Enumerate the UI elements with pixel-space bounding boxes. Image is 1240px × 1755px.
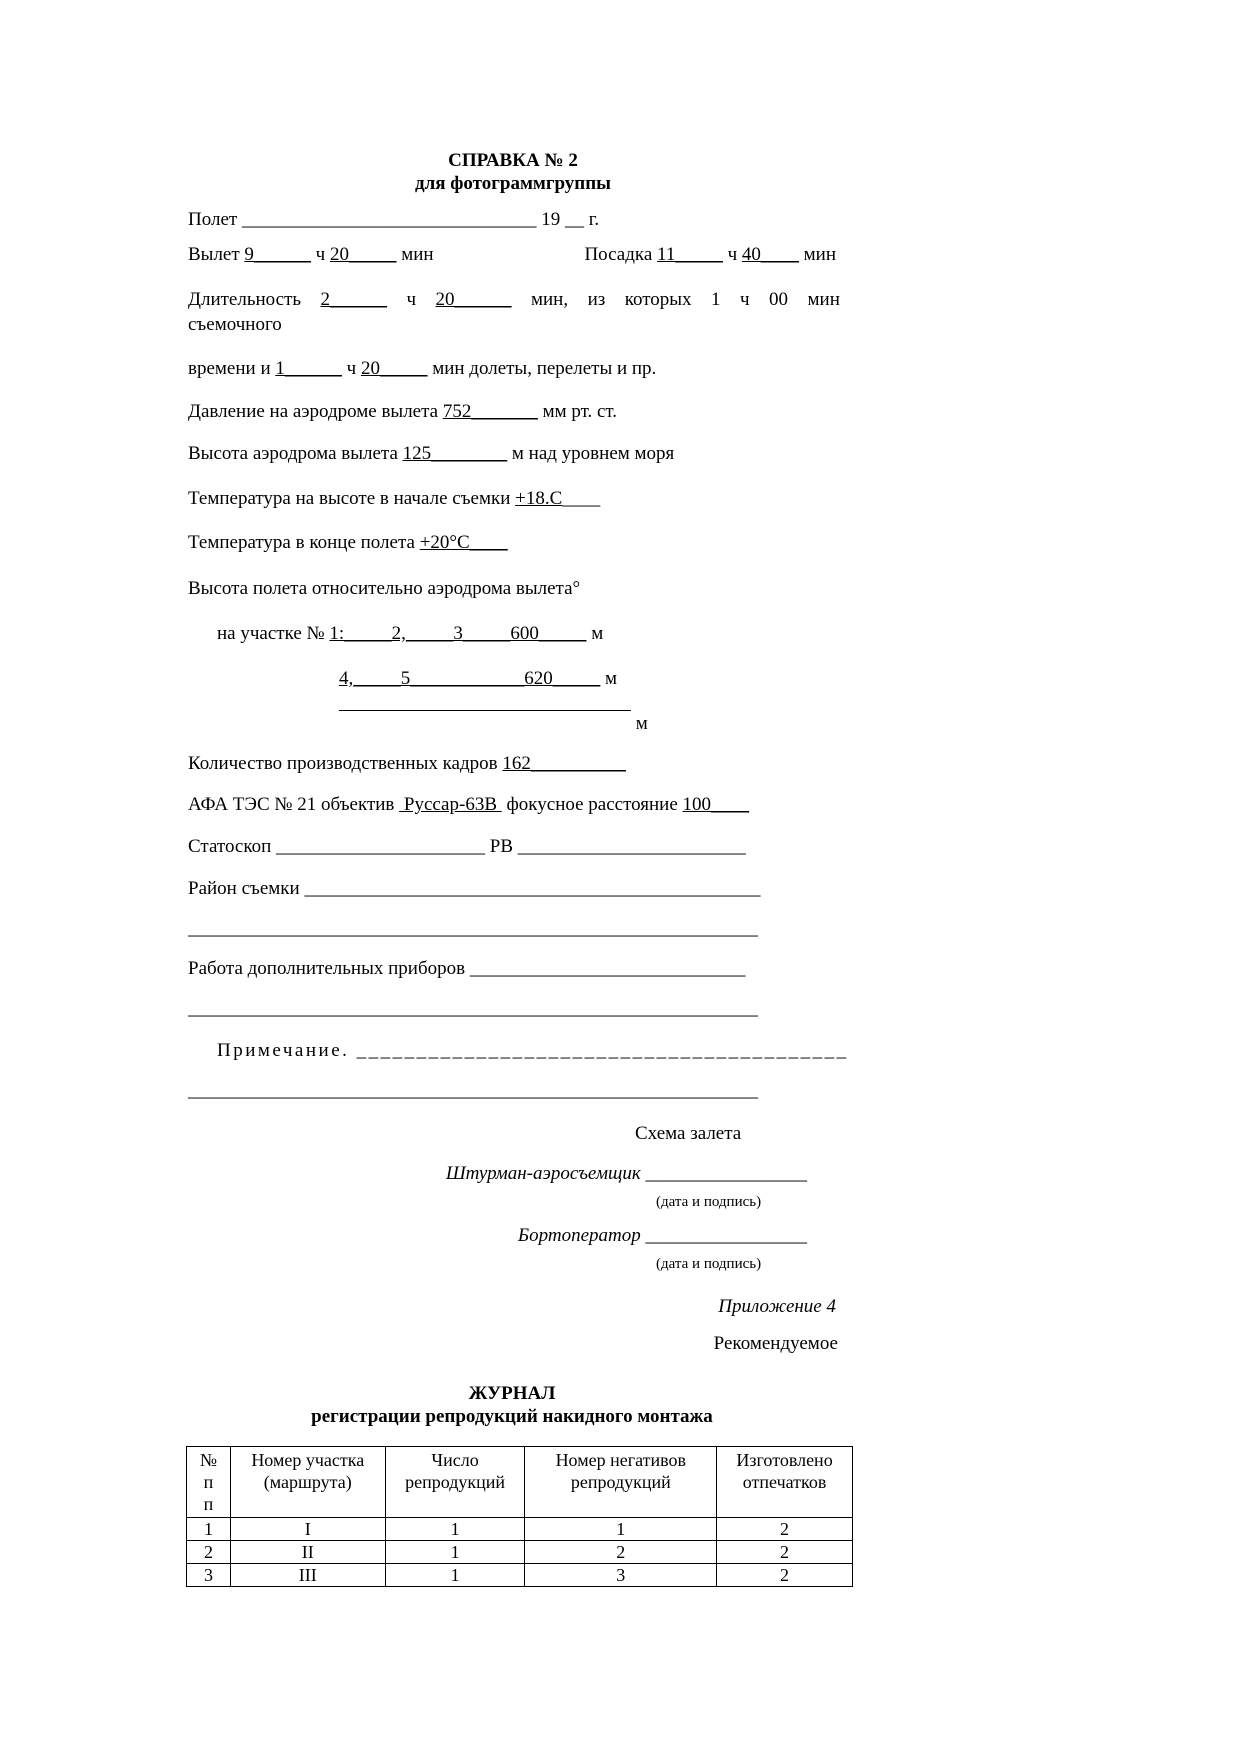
flight-line: Полет _______________________________ 19 __ г.	[188, 209, 600, 230]
table-cell: 1	[385, 1564, 525, 1587]
landing-minutes: 40____	[741, 244, 799, 265]
table-cell: 1	[187, 1518, 231, 1541]
blank-line-3: ____________________________________________________________	[188, 1080, 758, 1101]
header-prints: Изготовлено отпечатков	[717, 1447, 853, 1518]
table-cell: 2	[717, 1564, 853, 1587]
departure-minutes: 20_____	[329, 244, 397, 265]
table-cell: 2	[187, 1541, 231, 1564]
time-line: времени и 1______ ч 20_____ мин долеты, перелеты и пр.	[188, 358, 657, 379]
section-row-3-line	[339, 710, 631, 711]
table-cell: 1	[385, 1541, 525, 1564]
table-cell: 2	[525, 1541, 717, 1564]
landing-hours: 11_____	[657, 244, 723, 265]
journal-table	[186, 1446, 853, 1587]
journal-header-row	[187, 1447, 853, 1518]
duration-hours: 2______	[320, 289, 388, 310]
section-row-1: на участке № 1:_____2,_____3_____600_____ м	[217, 623, 604, 644]
table-cell: II	[230, 1541, 385, 1564]
header-negatives: Номер негативов репродукций	[525, 1447, 717, 1518]
table-cell: 2	[717, 1541, 853, 1564]
table-cell: 1	[385, 1518, 525, 1541]
journal-title: ЖУРНАЛ	[468, 1383, 556, 1404]
blank-line-2: ____________________________________________________________	[188, 998, 758, 1019]
appendix-status: Рекомендуемое	[713, 1333, 838, 1354]
landing-line: Посадка 11_____ ч 40____ мин	[584, 244, 836, 265]
pressure-value: 752_______	[442, 401, 538, 422]
temp-end-line: Температура в конце полета +20°С____	[188, 532, 508, 553]
table-row	[187, 1564, 853, 1587]
flight-height-line: Высота полета относительно аэродрома вылета°	[188, 578, 581, 599]
frames-value: 162__________	[502, 753, 626, 774]
blank-line-1: ____________________________________________________________	[188, 918, 758, 939]
temp-start-line: Температура на высоте в начале съемки +18.С____	[188, 488, 601, 509]
table-row	[187, 1518, 853, 1541]
table-cell: 1	[525, 1518, 717, 1541]
header-section: Номер участка (маршрута)	[230, 1447, 385, 1518]
statoscope-line: Статоскоп ______________________ РВ ________________________	[188, 836, 746, 857]
table-cell: 3	[187, 1564, 231, 1587]
extra-devices-line: Работа дополнительных приборов _____________________________	[188, 958, 746, 979]
navigator-line: Штурман-аэросъемщик _________________	[445, 1163, 807, 1184]
altitude-value: 125________	[402, 443, 508, 464]
table-cell: 2	[717, 1518, 853, 1541]
duration-minutes: 20______	[435, 289, 512, 310]
section-row-3-unit: м	[631, 713, 648, 734]
duration-wrap: съемочного	[188, 314, 282, 335]
operator-line: Бортоператор _________________	[517, 1225, 807, 1246]
focal-value: 100____	[682, 794, 750, 815]
journal-subtitle: регистрации репродукций накидного монтажа	[311, 1406, 713, 1427]
appendix-label: Приложение 4	[718, 1296, 836, 1317]
temp-start-value: +18.С	[515, 488, 563, 509]
scheme-label: Схема залета	[635, 1123, 742, 1144]
frames-line: Количество производственных кадров 162__________	[188, 753, 626, 774]
note-line: Примечание. _________________________________________	[217, 1040, 849, 1061]
temp-end-value: +20°С____	[419, 532, 508, 553]
altitude-line: Высота аэродрома вылета 125________ м над уровнем моря	[188, 443, 675, 464]
departure-hours: 9______	[244, 244, 311, 265]
section-row-2: 4,_____5____________620_____ м	[339, 668, 618, 689]
departure-line: Вылет 9______ ч 20_____ мин	[188, 244, 434, 265]
header-count: Число репродукций	[385, 1447, 525, 1518]
lens-value: Руссар-63В	[399, 794, 502, 815]
navigator-caption: (дата и подпись)	[656, 1194, 762, 1210]
operator-caption: (дата и подпись)	[656, 1256, 762, 1272]
duration-line: Длительность 2______ ч 20______ мин, из которых 1 ч 00 мин	[188, 289, 840, 310]
afa-line: АФА ТЭС № 21 объектив Руссар-63В фокусное расстояние 100____	[188, 794, 750, 815]
header-number: № п п	[187, 1447, 231, 1518]
table-cell: III	[230, 1564, 385, 1587]
table-row	[187, 1541, 853, 1564]
area-line: Район съемки ________________________________________________	[188, 878, 761, 899]
pressure-line: Давление на аэродроме вылета 752_______ мм рт. ст.	[188, 401, 618, 422]
spravka-subtitle: для фотограммгруппы	[414, 173, 612, 194]
table-cell: 3	[525, 1564, 717, 1587]
spravka-title: СПРАВКА № 2	[448, 150, 578, 171]
table-cell: I	[230, 1518, 385, 1541]
